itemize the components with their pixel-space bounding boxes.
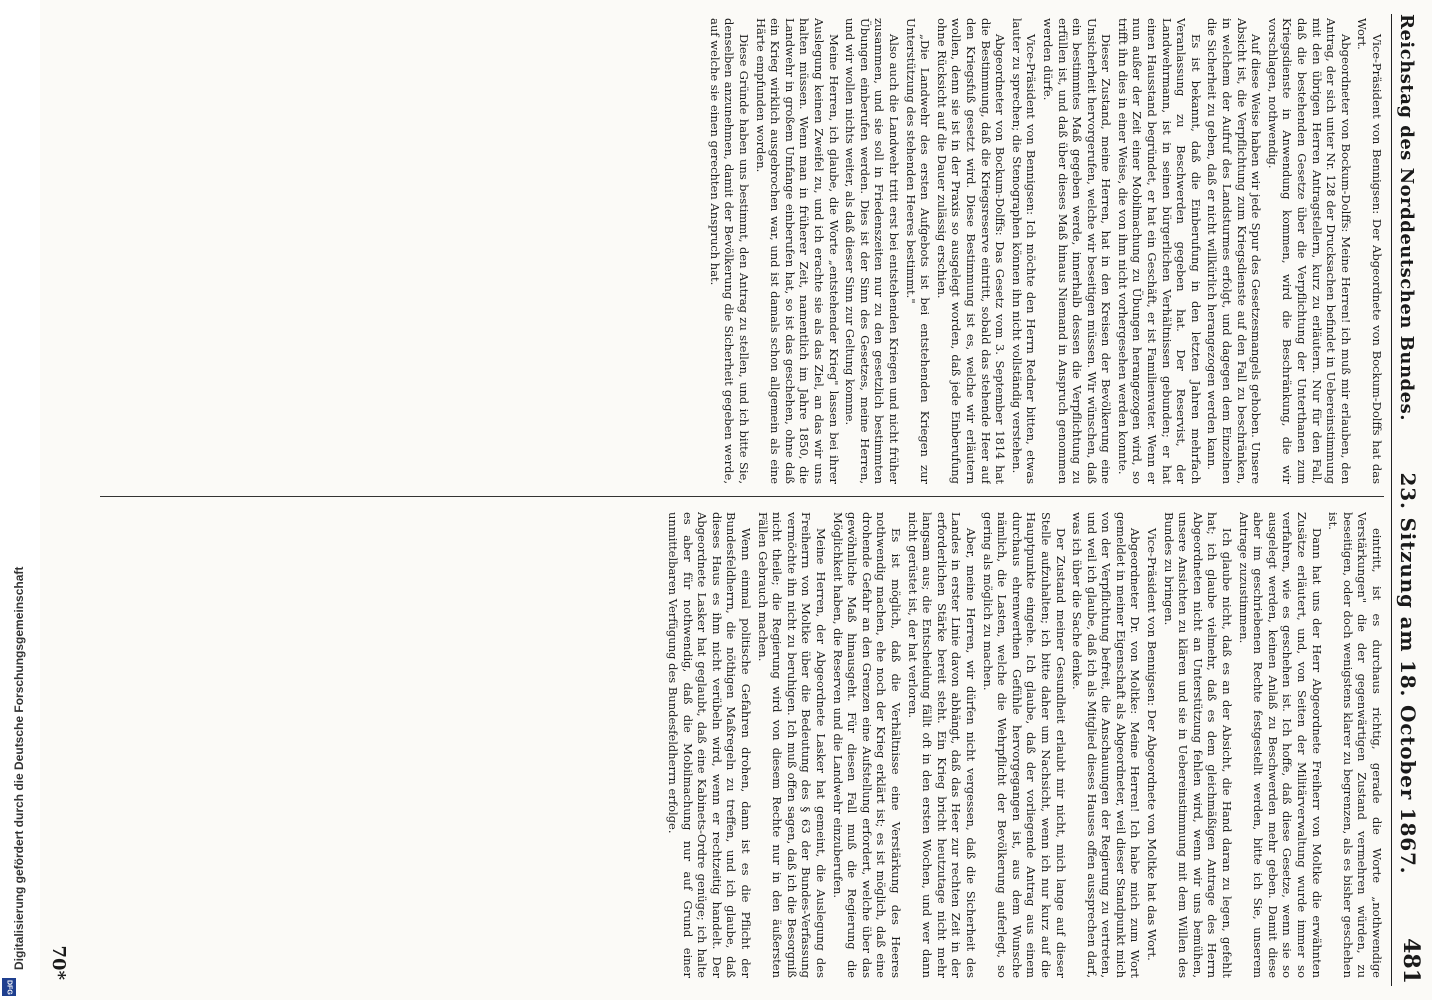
paragraph: Also auch die Landwehr tritt erst bei entstehenden Kriegen und nicht früher zusammen, und sie soll in Friedenszeiten nur zu den gesetzlich bestimmten Übungen einberufen werden. Dies ist der Sinn des Gesetzes, meine Herren, und wir wollen nichts weiter, als daß dieser Sinn zur Geltung komme. <box>843 18 901 484</box>
page-header <box>1391 14 1426 986</box>
speaker-paragraph: Abgeordneter von Bockum-Dolffs: Das Gesetz vom 3. September 1814 hat die Bestimmung, daß die Kriegsreserve eintritt, sobald das stehende Heer auf den Kriegsfuß gesetzt wird. Diese Bestimmung ist es, welche wir erläutern wollen, denn sie ist in der Praxis so ausgelegt worden, daß jede Einberufung ohne Rücksicht auf die Dauer zulässig erschien. <box>934 18 1008 484</box>
dfg-logo-icon: DFG <box>2 978 16 996</box>
paragraph: Auf diese Weise haben wir jede Spur des Gesetzesmangels gehoben. Unsere Absicht ist, die Verpflichtung zum Kriegsdienste auf den Fall zu beschränken, in welchem der Aufruf des Landsturmes erfolgt, und dagegen dem Einzelnen die Sicherheit zu geben, daß er nicht willkürlich herangezogen werden kann. <box>1205 18 1264 484</box>
scanned-page <box>40 0 1432 1000</box>
footer-signature-mark: 70* <box>48 945 69 980</box>
header-right-title: 23. Sitzung am 18. October 1867. <box>1396 472 1420 875</box>
speaker-paragraph: Abgeordneter Dr. von Moltke: Meine Herren! Ich habe mich zum Wort gemeldet in meiner Eigenschaft als Abgeordneter, weil dieser Standpunkt mich von der Verpflichtung befreit, die Anschauungen der Regierung zu vertreten, und weil ich glaube, daß ich als Mitglied dieses Hauses offen aussprechen darf, was ich über die Sache denke. <box>1070 512 1143 978</box>
right-column <box>70 512 1384 978</box>
paragraph: Wenn einmal politische Gefahren drohen, dann ist es die Pflicht der Bundesfeldherrn, die nöthigen Maßregeln zu treffen, und ich glaube, daß dieses Haus es ihm nicht verübeln wird, wenn er rechtzeitig handelt. Der Abgeordnete Lasker hat geglaubt, daß eine Kabinets-Ordre genüge; ich halte es aber für nothwendig, daß die Mobilmachung nur auf Grund einer unmittelbaren Verfügung des Bundesfeldherrn erfolge. <box>666 512 754 978</box>
paragraph: Es ist bekannt, daß die Einberufung in den letzten Jahren mehrfach Veranlassung zu Beschwerden gegeben hat. Der Reservist, der Landwehrmann, ist in seinen bürgerlichen Verhältnissen gebunden; er hat einen Hausstand begründet, er hat ein Geschäft, er ist Familienvater. Wenn er nun außer der Zeit einer Mobilmachung zu Übungen herangezogen wird, so trifft ihn dies in einer Weise, die von ihm nicht vorhergesehen werden konnte. <box>1115 18 1203 484</box>
speaker-paragraph: Vice-Präsident von Bennigsen: Ich möchte den Herrn Redner bitten, etwas lauter zu sprechen; die Stenographen können ihn nicht vollständig verstehen. <box>1009 18 1039 484</box>
attribution-strip: Digitalisierung gefördert durch die Deutsche Forschungsgemeinschaft DFG <box>0 0 40 1000</box>
page-number: 481 <box>1398 938 1424 984</box>
left-column <box>70 18 1384 484</box>
paragraph: Dann hat uns der Herr Abgeordnete Freiherr von Moltke die erwähnten Zusätze erläutert, und, von Seiten der Militärverwaltung wurde immer so verfahren, wie es geschehen ist. Ich hoffe, daß diese Gesetze, wenn sie so ausgelegt werden, keinen Anlaß zu Beschwerden mehr geben. Damit diese aber im geschriebenen Rechte festgestellt werden, bitte ich Sie, unserem Antrage zuzustimmen. <box>1236 512 1324 978</box>
paragraph: eintritt, ist es durchaus richtig, gerade die Worte „nothwendige Verstärkungen" die der gegenwärtigen Zustand vermehren würden, zu beseitigen, oder doch wenigstens klarer zu begrenzen, als es bisher geschehen ist. <box>1326 512 1384 978</box>
paragraph: Dieser Zustand, meine Herren, hat in den Kreisen der Bevölkerung eine Unsicherheit hervorgerufen, welche wir beseitigen müssen. Wir wünschen, daß ein bestimmtes Maß gegeben werde, innerhalb dessen die Verpflichtung zu erfüllen ist, und daß über dieses Maß hinaus Niemand in Anspruch genommen werden dürfe. <box>1040 18 1114 484</box>
speaker-paragraph: Vice-Präsident von Bennigsen: Der Abgeordnete von Moltke hat das Wort. <box>1145 528 1160 961</box>
speaker-paragraph: Vice-Präsident von Bennigsen: Der Abgeordnete von Bockum-Dolffs hat das Wort. <box>1355 18 1384 484</box>
paragraph: „Die Landwehr des ersten Aufgebots ist bei entstehenden Kriegen zur Unterstützung des stehenden Heeres bestimmt." <box>903 18 933 484</box>
paragraph: Meine Herren, der Abgeordnete Lasker hat gemeint, die Auslegung des Freiherrn von Moltke über die Bedeutung des § 63 der Bundes-Verfassung vermöchte ihn nicht zu beruhigen. Ich muß offen sagen, daß ich die Besorgniß nicht theile; die Regierung wird von diesem Rechte nur in den äußersten Fällen Gebrauch machen. <box>755 512 829 978</box>
paragraph: Diese Gründe haben uns bestimmt, den Antrag zu stellen, und ich bitte Sie, denselben anzunehmen, damit der Bevölkerung die Sicherheit gegeben werde, auf welche sie einen gerechten Anspruch hat. <box>707 18 752 484</box>
paragraph: Meine Herren, ich glaube, die Worte „entstehender Krieg" lassen bei ihrer Auslegung keinen Zweifel zu, und ich erachte sie als das Ziel, an das wir uns halten müssen. Wenn man in früherer Zeit, namentlich im Jahre 1850, die Landwehr in großem Umfange einberufen hat, so ist das geschehen, ohne daß ein Krieg wirklich ausgebrochen war, und ist damals schon allgemein als eine Härte empfunden worden. <box>753 18 841 484</box>
header-left-title: Reichstag des Norddeutschen Bundes. <box>1396 14 1417 421</box>
rotated-page-content <box>40 0 1432 1000</box>
paragraph: Es ist möglich, daß die Verhältnisse eine Verstärkung des Heeres nothwendig machen, ehe noch der Krieg erklärt ist; es ist möglich, daß eine drohende Gefahr an den Grenzen eine Aufstellung erfordert, welche über das gewöhnliche Maß hinausgeht. Für diesen Fall muß die Regierung die Möglichkeit haben, die Reserven und die Landwehr einzuberufen. <box>830 512 903 978</box>
paragraph: Ich glaube nicht, daß es an der Absicht, die Hand daran zu legen, gefehlt hat; ich glaube vielmehr, daß es dem gleichmäßigen Antrage des Herrn Abgeordneten nicht an Unterstützung fehlen wird, wenn wir uns bemühen, unsere Ansichten zu klären und sie in Uebereinstimmung mit dem Willen des Bundes zu bringen. <box>1161 512 1235 978</box>
paragraph: Aber, meine Herren, wir dürfen nicht vergessen, daß die Sicherheit des Landes in erster Linie davon abhängt, daß das Heer zur rechten Zeit in der erforderlichen Stärke bereit steht. Ein Krieg bricht heutzutage nicht mehr langsam aus; die Entscheidung fällt oft in den ersten Wochen, und wer dann nicht gerüstet ist, der hat verloren. <box>905 512 978 978</box>
speaker-paragraph: Abgeordneter von Bockum-Dolffs: Meine Herren! ich muß mir erlauben, den Antrag, der sich unter Nr. 128 der Drucksachen befindet in Uebereinstimmung mit den übrigen Herren Antragstellern, kurz zu erläutern. Nur für den Fall, daß die bestehenden Gesetze über die Verpflichtung der Unterthanen zum Kriegsdienste in Anwendung kommen, wird die Beschränkung, die wir vorschlagen, nothwendig. <box>1265 18 1353 484</box>
column-divider <box>100 496 1384 497</box>
paragraph: Der Zustand meiner Gesundheit erlaubt mir nicht, mich lange auf dieser Stelle aufzuhalten; ich bitte daher um Nachsicht, wenn ich nur kurz auf die Hauptpunkte eingehe. Ich glaube, daß der vorliegende Antrag aus einem durchaus ehrenwerthen Gefühle hervorgegangen ist, aus dem Wunsche nämlich, die Lasten, welche die Wehrpflicht der Bevölkerung auferlegt, so gering als möglich zu machen. <box>980 512 1068 978</box>
